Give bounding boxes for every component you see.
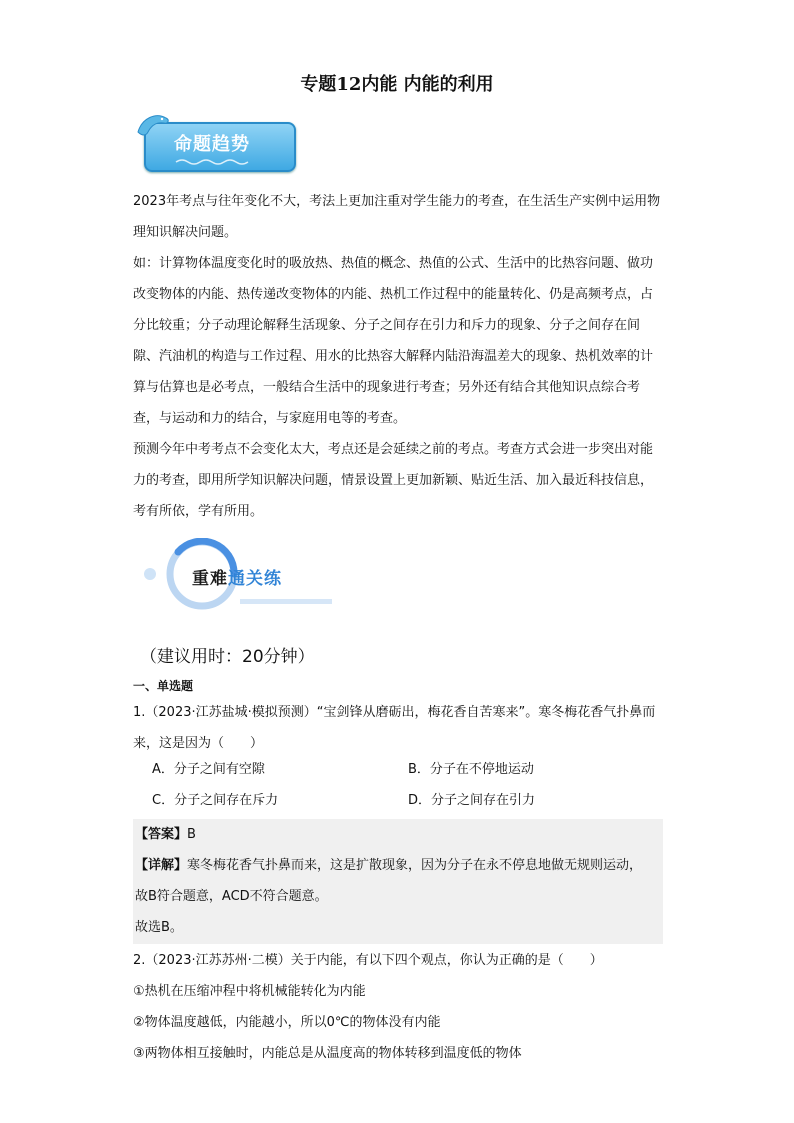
answer-box (133, 819, 663, 944)
option-a: A．分子之间有空隙 (152, 762, 265, 777)
detail-tag: 【详解】 (135, 858, 188, 873)
time-hint: （建议用时：20分钟） (140, 647, 315, 667)
answer-tag: 【答案】 (135, 827, 188, 842)
option-d: D．分子之间存在引力 (408, 793, 536, 808)
section-badge-label (192, 564, 282, 589)
question-2 (133, 945, 665, 1069)
dolphin-icon (134, 110, 174, 144)
question-2-stem: 2.（2023·江苏苏州·二模）关于内能，有以下四个观点，你认为正确的是（ ） (133, 953, 603, 968)
option-b: B．分子在不停地运动 (408, 762, 534, 777)
trend-badge-label: 命题趋势 (174, 134, 250, 155)
section-label-main: 重难 (192, 569, 228, 589)
detail-line (133, 850, 663, 881)
answer-line (133, 819, 663, 850)
option-c: C．分子之间存在斥力 (152, 793, 279, 808)
question-2-point: ①热机在压缩冲程中将机械能转化为内能 (133, 984, 366, 999)
conclusion-line: 故选B。 (135, 920, 183, 935)
trend-paragraph: 如：计算物体温度变化时的吸放热、热值的概念、热值的公式、生活中的比热容问题、做功改变物体的内能、热传递改变物体的内能、热机工作过程中的能量转化、仍是高频考点，占分比较重；分子动理论解释生活现象、分子之间存在引力和斥力的现象、分子之间存在间隙、汽油机的构造与工作过程、用水的比热容大解释内陆沿海温差大的现象、热机效率的计算与估算也是必考点，一般结合生活中的现象进行考查；另外还有结合其他知识点综合考查，与运动和力的结合，与家庭用电等的考查。 (133, 256, 654, 426)
question-1-stem: 1.（2023·江苏盐城·模拟预测）“宝剑锋从磨砺出，梅花香自苦寒来”。寒冬梅花香气扑鼻而来，这是因为（ ） (133, 705, 656, 751)
question-2-point: ③两物体相互接触时，内能总是从温度高的物体转移到温度低的物体 (133, 1046, 522, 1061)
trend-badge (134, 110, 296, 172)
question-2-point: ②物体温度越低，内能越小，所以0℃的物体没有内能 (133, 1015, 441, 1030)
section-badge (140, 538, 340, 612)
trend-paragraph: 2023年考点与往年变化不大，考法上更加注重对学生能力的考查，在生活生产实例中运用物理知识解决问题。 (133, 194, 661, 240)
detail-line-2: 故B符合题意，ACD不符合题意。 (135, 889, 328, 904)
page-title: 专题12内能 内能的利用 (300, 74, 494, 95)
section-heading: 一、单选题 (133, 679, 194, 693)
trend-text (133, 186, 665, 527)
trend-paragraph: 预测今年中考考点不会变化太大，考点还是会延续之前的考点。考查方式会进一步突出对能力的考查，即用所学知识解决问题，情景设置上更加新颖、贴近生活、加入最近科技信息，考有所依，学有所用。 (133, 442, 654, 519)
answer-value: B (187, 827, 196, 842)
section-label-highlight: 通关练 (228, 569, 282, 589)
detail-text: 寒冬梅花香气扑鼻而来，这是扩散现象，因为分子在永不停息地做无规则运动， (187, 858, 643, 873)
